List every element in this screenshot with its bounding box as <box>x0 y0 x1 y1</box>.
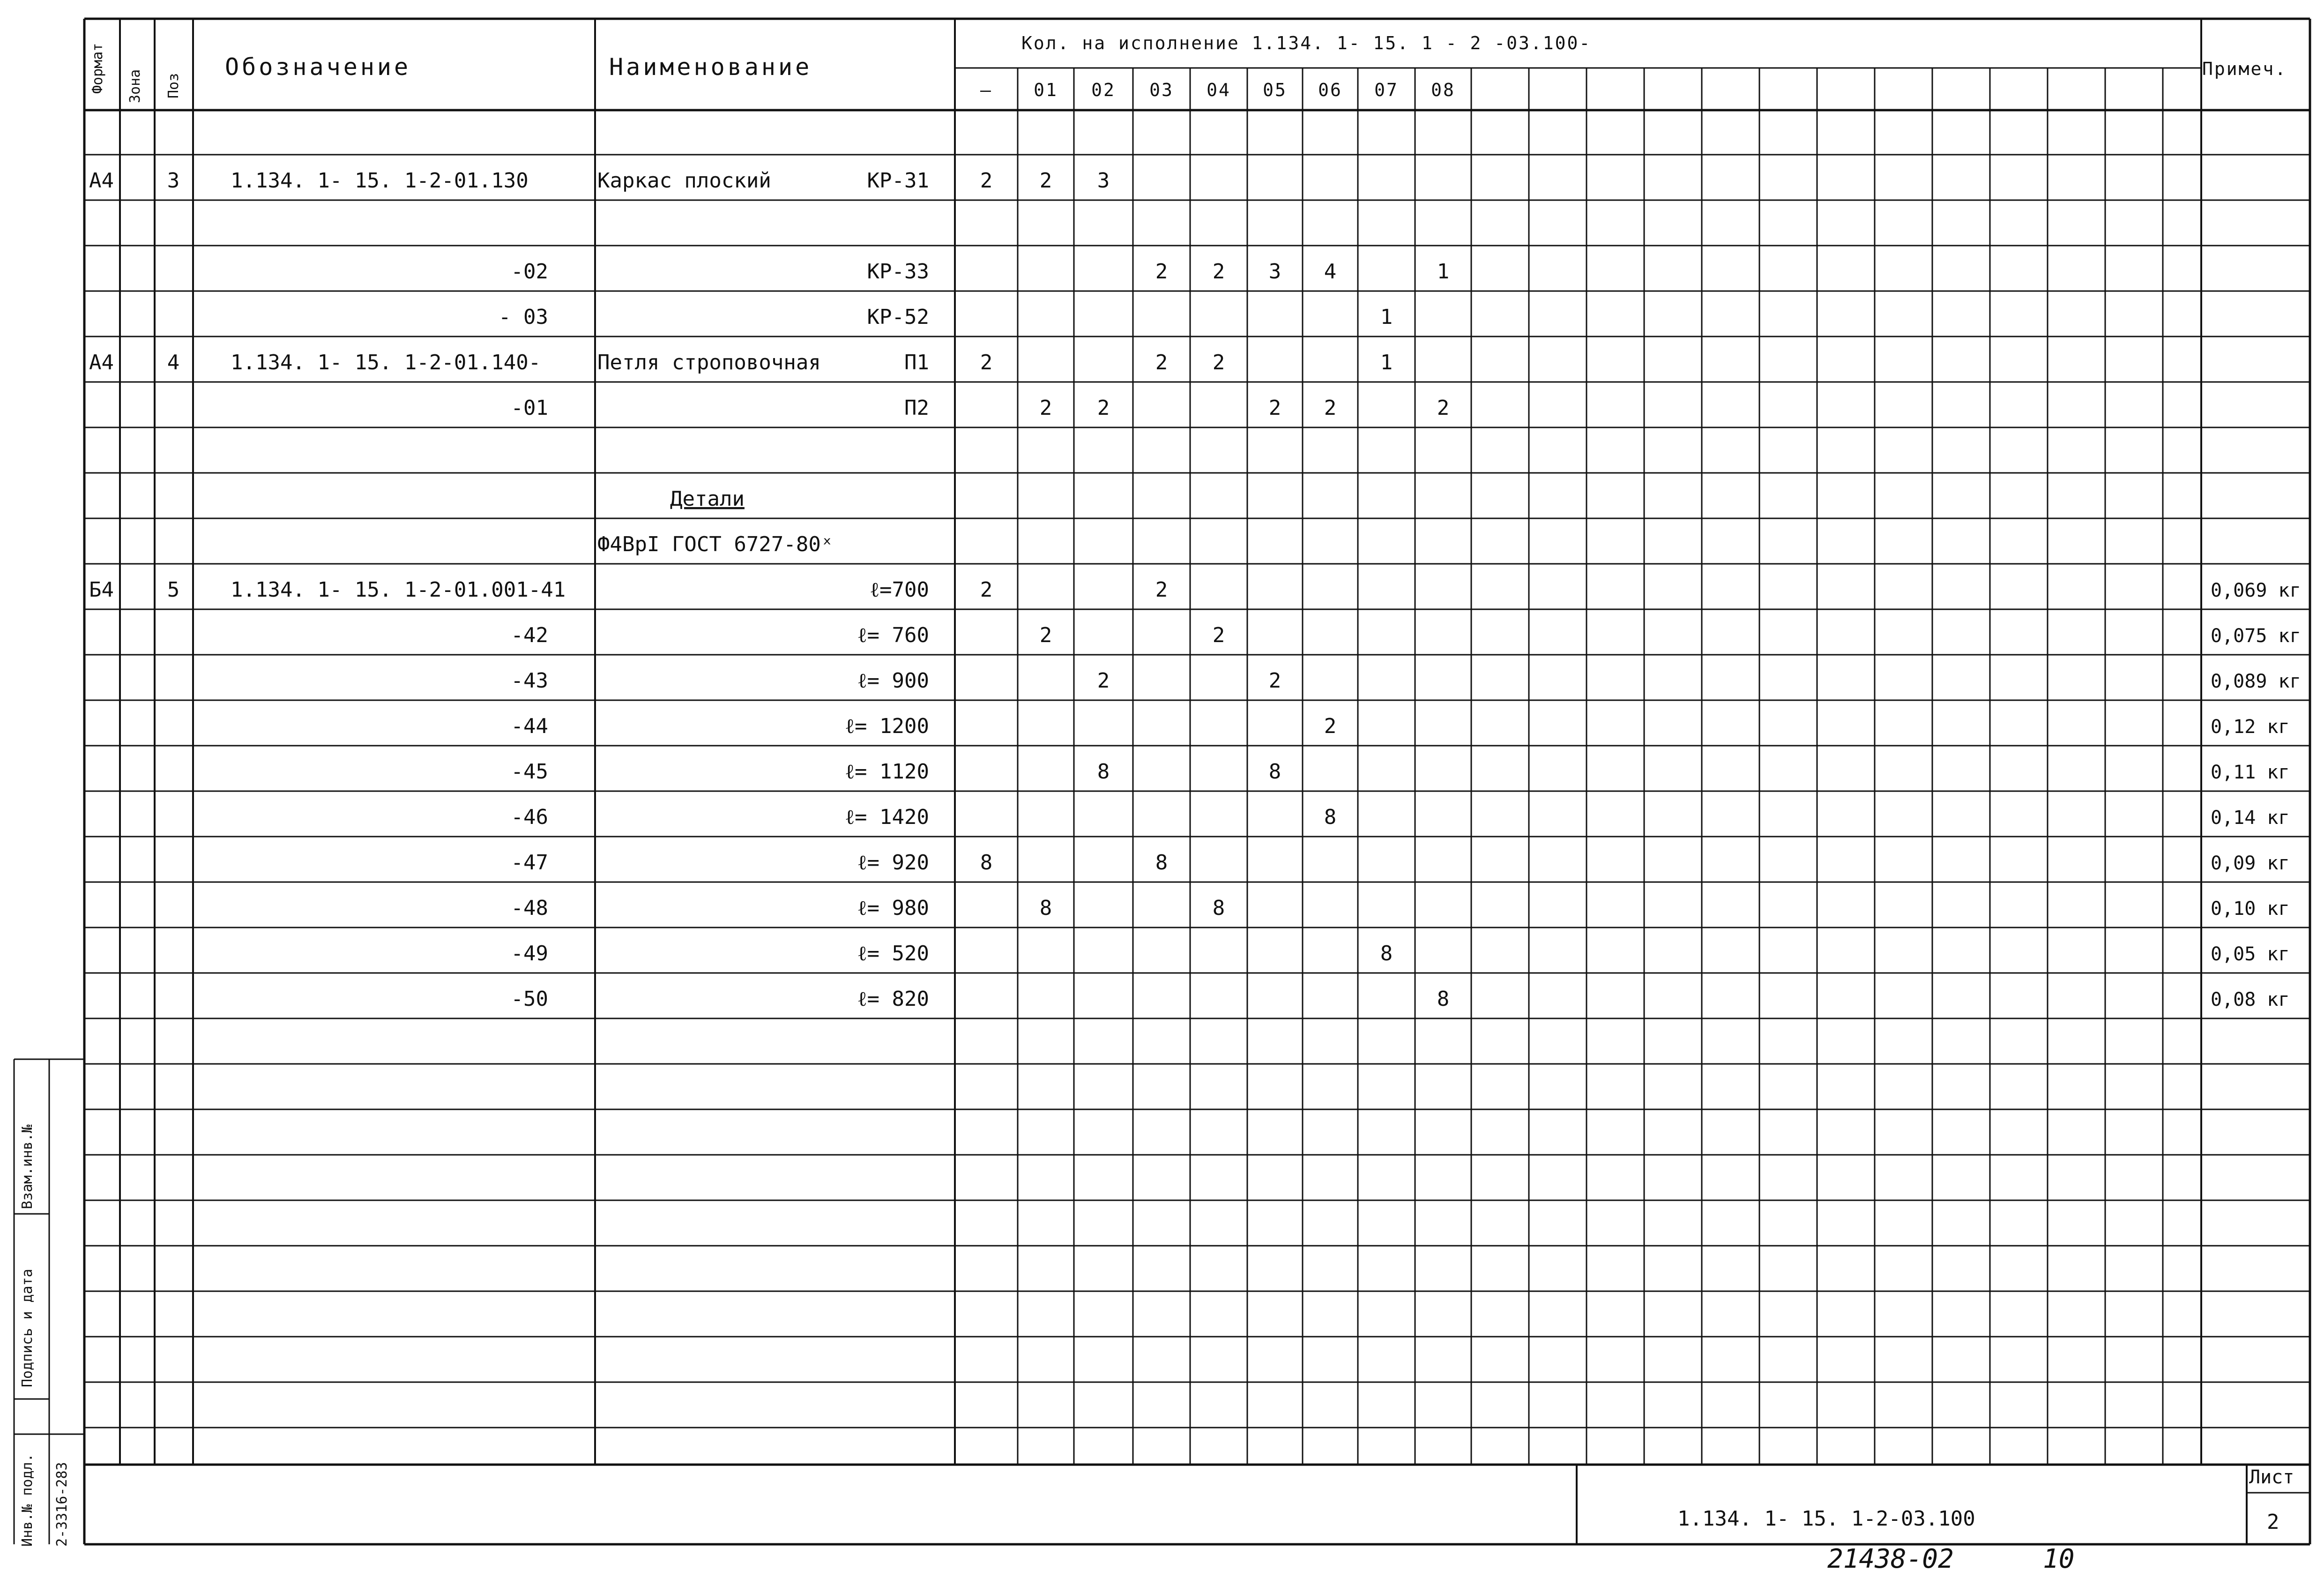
row-qty-03: 2 <box>1155 578 1168 602</box>
row-qty-base: 8 <box>980 851 993 875</box>
row-qty-04: 2 <box>1212 351 1225 374</box>
row-qty-03: 2 <box>1155 260 1168 284</box>
stamp-sheet-no: 2 <box>2267 1510 2279 1534</box>
row-qty-04: 2 <box>1212 260 1225 284</box>
variant-header-05: 05 <box>1263 80 1287 100</box>
header-name: Наименование <box>609 53 812 81</box>
side-inv-orig: Инв.№ подл. <box>19 1453 36 1547</box>
row-qty-06: 2 <box>1324 714 1337 738</box>
row-name: Ф4ВрI ГОСТ 6727-80ˣ <box>597 532 834 556</box>
row-mark: ℓ= 1420 <box>844 805 929 829</box>
row-mark: ℓ= 520 <box>857 942 929 965</box>
row-note: 0,08 кг <box>2211 989 2290 1010</box>
row-qty-02: 3 <box>1097 169 1110 193</box>
row-designation: -47 <box>511 851 548 875</box>
row-qty-base: 2 <box>980 169 993 193</box>
row-designation: -45 <box>511 760 548 784</box>
side-replace-inv: Взам.инв.№ <box>19 1124 36 1209</box>
row-format: А4 <box>89 169 114 193</box>
row-name: Петля строповочная <box>597 351 821 374</box>
row-designation: -49 <box>511 942 548 965</box>
row-qty-01: 8 <box>1039 896 1052 920</box>
row-note: 0,089 кг <box>2211 671 2301 692</box>
row-qty-03: 2 <box>1155 351 1168 374</box>
row-qty-03: 8 <box>1155 851 1168 875</box>
header-qty: Кол. на исполнение 1.134. 1- 15. 1 - 2 -03.100- <box>1021 33 1592 53</box>
row-qty-01: 2 <box>1039 169 1052 193</box>
header-note: Примеч. <box>2202 59 2287 79</box>
row-designation: -50 <box>511 987 548 1011</box>
row-designation: -42 <box>511 623 548 647</box>
row-pos: 4 <box>167 351 180 374</box>
row-qty-08: 2 <box>1437 396 1450 420</box>
row-designation: -43 <box>511 669 548 693</box>
row-mark: ℓ= 980 <box>857 896 929 920</box>
variant-header-base: — <box>980 80 992 100</box>
footer-doc-number: 21438-02 <box>1827 1544 1954 1571</box>
row-qty-05: 2 <box>1268 396 1281 420</box>
row-designation: 1.134. 1- 15. 1-2-01.130 <box>231 169 529 193</box>
variant-header-02: 02 <box>1091 80 1116 100</box>
row-qty-06: 8 <box>1324 805 1337 829</box>
row-qty-05: 3 <box>1268 260 1281 284</box>
row-designation: - 03 <box>499 305 548 329</box>
table-grid <box>14 19 2310 1544</box>
row-mark: ℓ= 1200 <box>844 714 929 738</box>
row-qty-02: 8 <box>1097 760 1110 784</box>
variant-headers <box>980 80 1455 100</box>
row-qty-06: 2 <box>1324 396 1337 420</box>
row-designation: -48 <box>511 896 548 920</box>
row-note: 0,14 кг <box>2211 807 2290 829</box>
row-note: 0,05 кг <box>2211 943 2290 965</box>
variant-header-03: 03 <box>1149 80 1174 100</box>
row-mark: КР-33 <box>867 260 929 284</box>
row-mark: КР-31 <box>867 169 929 193</box>
variant-header-07: 07 <box>1374 80 1399 100</box>
row-qty-02: 2 <box>1097 396 1110 420</box>
side-sign-date: Подпись и дата <box>19 1269 36 1387</box>
row-qty-02: 2 <box>1097 669 1110 693</box>
row-mark: П1 <box>904 351 929 374</box>
row-qty-base: 2 <box>980 578 993 602</box>
row-designation: -46 <box>511 805 548 829</box>
row-mark: ℓ= 900 <box>857 669 929 693</box>
row-mark: П2 <box>904 396 929 420</box>
row-format: А4 <box>89 351 114 374</box>
section-heading: Детали <box>670 487 745 511</box>
side-inv-number: 2-3316-283 <box>54 1462 70 1547</box>
row-mark: КР-52 <box>867 305 929 329</box>
row-name: Каркас плоский <box>597 169 771 193</box>
row-qty-08: 8 <box>1437 987 1450 1011</box>
table-cells <box>89 169 2301 1011</box>
row-qty-07: 1 <box>1380 351 1393 374</box>
row-note: 0,069 кг <box>2211 580 2301 601</box>
header-pos: Поз <box>165 73 182 98</box>
row-qty-01: 2 <box>1039 623 1052 647</box>
row-note: 0,12 кг <box>2211 716 2290 738</box>
variant-header-01: 01 <box>1034 80 1058 100</box>
row-designation: -02 <box>511 260 548 284</box>
footer-page: 10 <box>2043 1544 2075 1571</box>
row-qty-07: 1 <box>1380 305 1393 329</box>
row-qty-base: 2 <box>980 351 993 374</box>
row-mark: ℓ= 820 <box>857 987 929 1011</box>
header-zone: Зона <box>127 69 143 103</box>
variant-header-06: 06 <box>1318 80 1342 100</box>
header-format: Формат <box>89 43 106 94</box>
row-mark: ℓ= 920 <box>857 851 929 875</box>
row-qty-05: 2 <box>1268 669 1281 693</box>
variant-header-04: 04 <box>1207 80 1231 100</box>
header-designation: Обозначение <box>225 53 411 81</box>
row-pos: 3 <box>167 169 180 193</box>
row-designation: 1.134. 1- 15. 1-2-01.140- <box>231 351 541 374</box>
row-qty-06: 4 <box>1324 260 1337 284</box>
row-mark: ℓ= 1120 <box>844 760 929 784</box>
row-note: 0,09 кг <box>2211 853 2290 874</box>
row-designation: 1.134. 1- 15. 1-2-01.001-41 <box>231 578 566 602</box>
row-mark: ℓ=700 <box>869 578 929 602</box>
row-note: 0,11 кг <box>2211 762 2290 783</box>
row-mark: ℓ= 760 <box>857 623 929 647</box>
row-qty-04: 2 <box>1212 623 1225 647</box>
row-qty-05: 8 <box>1268 760 1281 784</box>
row-qty-08: 1 <box>1437 260 1450 284</box>
variant-header-08: 08 <box>1431 80 1455 100</box>
row-pos: 5 <box>167 578 180 602</box>
row-designation: -01 <box>511 396 548 420</box>
row-note: 0,10 кг <box>2211 898 2290 920</box>
row-note: 0,075 кг <box>2211 625 2301 647</box>
row-designation: -44 <box>511 714 548 738</box>
row-qty-07: 8 <box>1380 942 1393 965</box>
stamp-sheet-label: Лист <box>2249 1466 2294 1488</box>
row-qty-04: 8 <box>1212 896 1225 920</box>
row-format: Б4 <box>89 578 114 602</box>
row-qty-01: 2 <box>1039 396 1052 420</box>
stamp-code: 1.134. 1- 15. 1-2-03.100 <box>1677 1507 1975 1531</box>
